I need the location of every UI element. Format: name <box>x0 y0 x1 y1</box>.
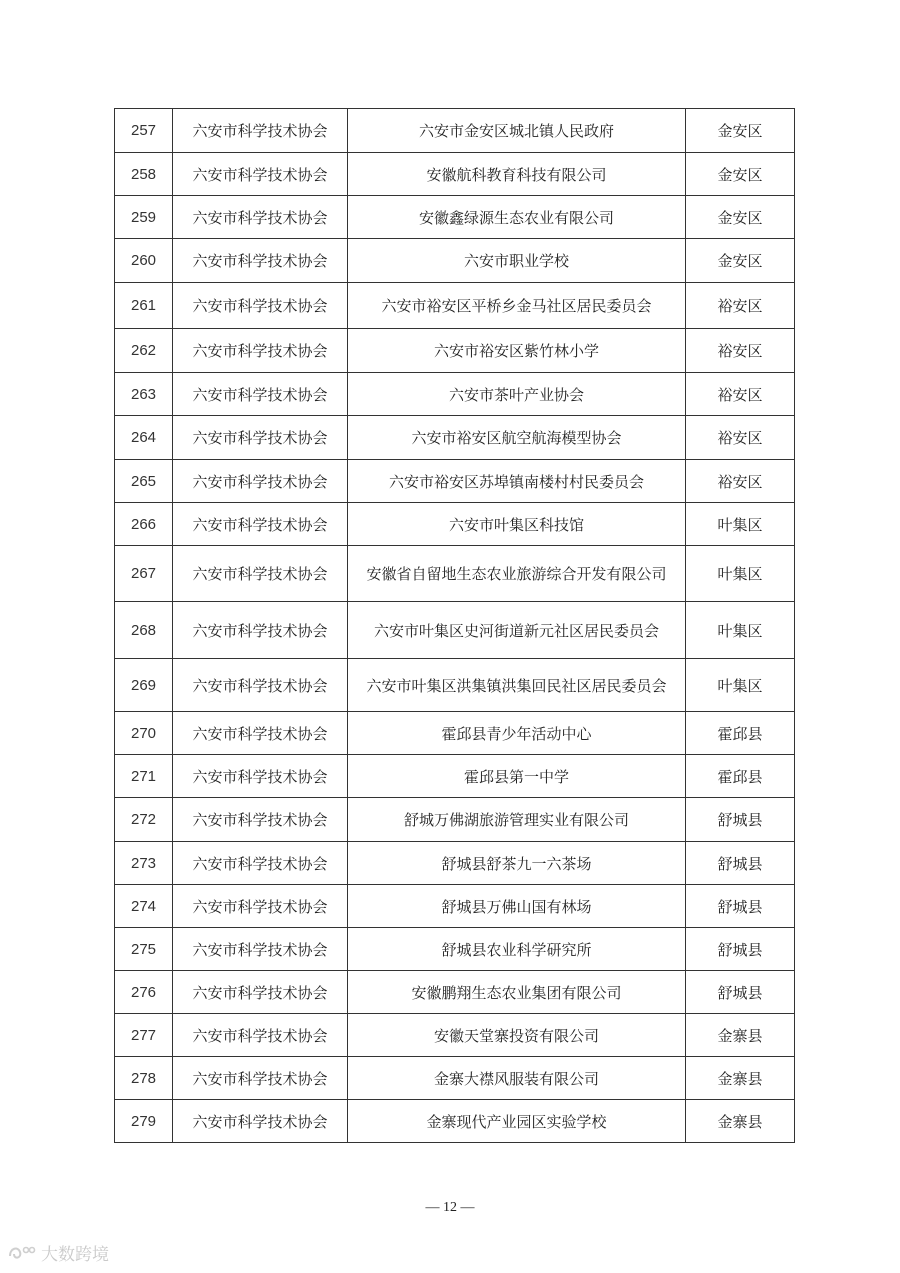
unit-name-cell: 安徽天堂寨投资有限公司 <box>348 1014 686 1057</box>
district-cell: 霍邱县 <box>686 712 795 755</box>
table-row <box>115 153 795 196</box>
district-cell: 金安区 <box>686 153 795 196</box>
table-row <box>115 1100 795 1143</box>
district-cell: 金安区 <box>686 196 795 239</box>
table-row <box>115 373 795 416</box>
row-number-cell: 271 <box>115 755 173 798</box>
unit-name-cell: 六安市裕安区紫竹林小学 <box>348 329 686 373</box>
district-cell: 舒城县 <box>686 798 795 842</box>
unit-name-cell: 霍邱县青少年活动中心 <box>348 712 686 755</box>
table-row <box>115 1014 795 1057</box>
row-number-cell: 272 <box>115 798 173 842</box>
unit-name-cell: 六安市叶集区史河街道新元社区居民委员会 <box>348 602 686 659</box>
row-number-cell: 257 <box>115 109 173 153</box>
recommending-org-cell: 六安市科学技术协会 <box>173 546 348 602</box>
table-row <box>115 712 795 755</box>
row-number-cell: 277 <box>115 1014 173 1057</box>
unit-name-cell: 金寨现代产业园区实验学校 <box>348 1100 686 1143</box>
page-number: — 12 — <box>425 1200 475 1215</box>
district-cell: 裕安区 <box>686 460 795 503</box>
table-row <box>115 503 795 546</box>
recommending-org-cell: 六安市科学技术协会 <box>173 329 348 373</box>
unit-name-cell: 舒城县农业科学研究所 <box>348 928 686 971</box>
district-cell: 裕安区 <box>686 283 795 329</box>
row-number-cell: 260 <box>115 239 173 283</box>
unit-name-cell: 六安市职业学校 <box>348 239 686 283</box>
unit-name-cell: 安徽省自留地生态农业旅游综合开发有限公司 <box>348 546 686 602</box>
recommending-org-cell: 六安市科学技术协会 <box>173 1014 348 1057</box>
district-cell: 叶集区 <box>686 503 795 546</box>
table-row <box>115 755 795 798</box>
table-row <box>115 109 795 153</box>
recommending-org-cell: 六安市科学技术协会 <box>173 1100 348 1143</box>
table-row <box>115 546 795 602</box>
row-number-cell: 262 <box>115 329 173 373</box>
recommending-org-cell: 六安市科学技术协会 <box>173 239 348 283</box>
table-row <box>115 659 795 712</box>
table-row <box>115 971 795 1014</box>
recommending-org-cell: 六安市科学技术协会 <box>173 416 348 460</box>
district-cell: 裕安区 <box>686 373 795 416</box>
unit-name-cell: 霍邱县第一中学 <box>348 755 686 798</box>
row-number-cell: 259 <box>115 196 173 239</box>
row-number-cell: 264 <box>115 416 173 460</box>
unit-name-cell: 舒城县万佛山国有林场 <box>348 885 686 928</box>
row-number-cell: 270 <box>115 712 173 755</box>
recommending-org-cell: 六安市科学技术协会 <box>173 842 348 885</box>
district-cell: 叶集区 <box>686 546 795 602</box>
row-number-cell: 265 <box>115 460 173 503</box>
unit-name-cell: 安徽鑫绿源生态农业有限公司 <box>348 196 686 239</box>
recommending-org-cell: 六安市科学技术协会 <box>173 460 348 503</box>
row-number-cell: 266 <box>115 503 173 546</box>
district-cell: 金寨县 <box>686 1057 795 1100</box>
recommending-org-cell: 六安市科学技术协会 <box>173 971 348 1014</box>
district-cell: 叶集区 <box>686 659 795 712</box>
recommending-org-cell: 六安市科学技术协会 <box>173 755 348 798</box>
watermark-text: 大数跨境 <box>41 1245 109 1265</box>
unit-name-cell: 六安市裕安区平桥乡金马社区居民委员会 <box>348 283 686 329</box>
district-cell: 叶集区 <box>686 602 795 659</box>
row-number-cell: 261 <box>115 283 173 329</box>
recommending-org-cell: 六安市科学技术协会 <box>173 928 348 971</box>
unit-name-cell: 舒城县舒茶九一六茶场 <box>348 842 686 885</box>
district-cell: 舒城县 <box>686 928 795 971</box>
recommending-org-cell: 六安市科学技术协会 <box>173 712 348 755</box>
table-row <box>115 798 795 842</box>
district-cell: 金安区 <box>686 239 795 283</box>
unit-name-cell: 六安市茶叶产业协会 <box>348 373 686 416</box>
district-cell: 霍邱县 <box>686 755 795 798</box>
district-cell: 舒城县 <box>686 971 795 1014</box>
table-row <box>115 283 795 329</box>
recommending-org-cell: 六安市科学技术协会 <box>173 1057 348 1100</box>
unit-name-cell: 六安市裕安区航空航海模型协会 <box>348 416 686 460</box>
recommending-org-cell: 六安市科学技术协会 <box>173 798 348 842</box>
table-row <box>115 602 795 659</box>
unit-name-cell: 六安市叶集区科技馆 <box>348 503 686 546</box>
table-row <box>115 928 795 971</box>
recommending-org-cell: 六安市科学技术协会 <box>173 373 348 416</box>
table-row <box>115 885 795 928</box>
district-cell: 金寨县 <box>686 1014 795 1057</box>
row-number-cell: 268 <box>115 602 173 659</box>
recommending-org-cell: 六安市科学技术协会 <box>173 153 348 196</box>
row-number-cell: 263 <box>115 373 173 416</box>
unit-name-cell: 六安市金安区城北镇人民政府 <box>348 109 686 153</box>
row-number-cell: 276 <box>115 971 173 1014</box>
district-cell: 金安区 <box>686 109 795 153</box>
district-cell: 金寨县 <box>686 1100 795 1143</box>
unit-name-cell: 安徽鹏翔生态农业集团有限公司 <box>348 971 686 1014</box>
row-number-cell: 274 <box>115 885 173 928</box>
recommending-org-cell: 六安市科学技术协会 <box>173 885 348 928</box>
table-body <box>115 109 795 1143</box>
row-number-cell: 269 <box>115 659 173 712</box>
row-number-cell: 273 <box>115 842 173 885</box>
row-number-cell: 267 <box>115 546 173 602</box>
row-number-cell: 275 <box>115 928 173 971</box>
recommending-org-cell: 六安市科学技术协会 <box>173 659 348 712</box>
table-row <box>115 460 795 503</box>
watermark <box>6 1240 109 1265</box>
district-cell: 舒城县 <box>686 885 795 928</box>
recommending-org-cell: 六安市科学技术协会 <box>173 602 348 659</box>
table-row <box>115 842 795 885</box>
row-number-cell: 278 <box>115 1057 173 1100</box>
recommending-org-cell: 六安市科学技术协会 <box>173 503 348 546</box>
table-row <box>115 239 795 283</box>
unit-list-table <box>114 108 795 1143</box>
table-row <box>115 329 795 373</box>
unit-name-cell: 舒城万佛湖旅游管理实业有限公司 <box>348 798 686 842</box>
row-number-cell: 258 <box>115 153 173 196</box>
table-row <box>115 416 795 460</box>
district-cell: 舒城县 <box>686 842 795 885</box>
recommending-org-cell: 六安市科学技术协会 <box>173 283 348 329</box>
logo-swirl-icon <box>6 1242 38 1264</box>
recommending-org-cell: 六安市科学技术协会 <box>173 109 348 153</box>
district-cell: 裕安区 <box>686 329 795 373</box>
unit-name-cell: 金寨大襟风服装有限公司 <box>348 1057 686 1100</box>
district-cell: 裕安区 <box>686 416 795 460</box>
unit-name-cell: 六安市裕安区苏埠镇南楼村村民委员会 <box>348 460 686 503</box>
table-row <box>115 196 795 239</box>
row-number-cell: 279 <box>115 1100 173 1143</box>
table-row <box>115 1057 795 1100</box>
recommending-org-cell: 六安市科学技术协会 <box>173 196 348 239</box>
unit-name-cell: 安徽航科教育科技有限公司 <box>348 153 686 196</box>
unit-name-cell: 六安市叶集区洪集镇洪集回民社区居民委员会 <box>348 659 686 712</box>
